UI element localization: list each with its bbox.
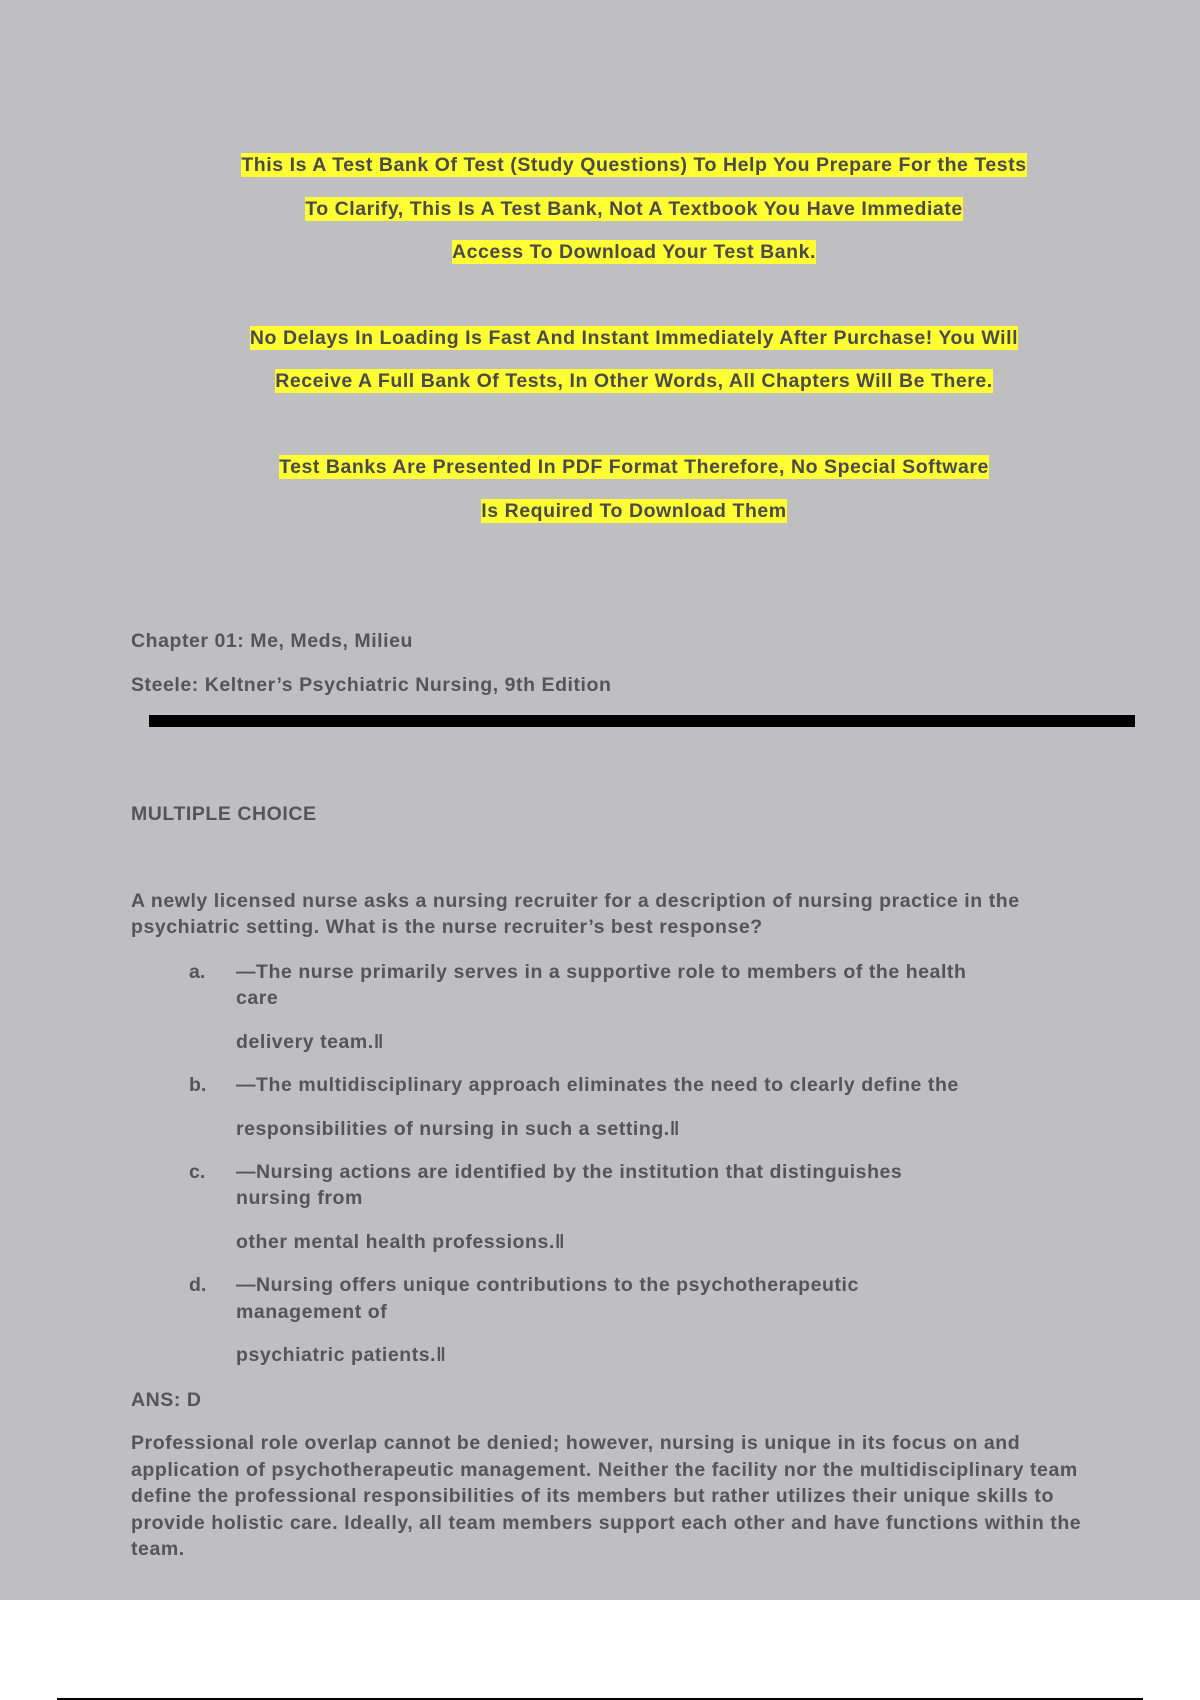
banner-line: To Clarify, This Is A Test Bank, Not A Textbook You Have Immediate xyxy=(305,198,963,220)
option-text: delivery team.‖ xyxy=(236,1031,385,1053)
option-text: ―Nursing actions are identified by the institution that distinguishes xyxy=(236,1161,903,1183)
option-letter: c. xyxy=(189,1161,206,1183)
option-letter: a. xyxy=(189,961,206,983)
question-stem-line: A newly licensed nurse asks a nursing recruiter for a description of nursing practice in the xyxy=(131,890,1020,912)
option-text: psychiatric patients.‖ xyxy=(236,1344,447,1366)
section-title: MULTIPLE CHOICE xyxy=(131,803,317,825)
option-letter: b. xyxy=(189,1074,207,1096)
option-text: other mental health professions.‖ xyxy=(236,1231,566,1253)
divider-rule xyxy=(149,715,1135,727)
answer-key: ANS: D xyxy=(131,1389,202,1411)
option-text: management of xyxy=(236,1301,388,1323)
option-text: nursing from xyxy=(236,1187,363,1209)
option-text: ―The nurse primarily serves in a supportive role to members of the health xyxy=(236,961,967,983)
option-text: ―Nursing offers unique contributions to the psychotherapeutic xyxy=(236,1274,859,1296)
option-text: care xyxy=(236,987,279,1009)
option-letter: d. xyxy=(189,1274,207,1296)
question-stem-line: psychiatric setting. What is the nurse recruiter’s best response? xyxy=(131,916,763,938)
book-title: Steele: Keltner’s Psychiatric Nursing, 9th Edition xyxy=(131,674,612,696)
banner-line: Access To Download Your Test Bank. xyxy=(452,241,816,263)
banner-line: No Delays In Loading Is Fast And Instant Immediately After Purchase! You Will xyxy=(249,327,1019,349)
option-text: responsibilities of nursing in such a setting.‖ xyxy=(236,1118,681,1140)
banner-line: Test Banks Are Presented In PDF Format Therefore, No Special Software xyxy=(279,456,989,478)
option-text: ―The multidisciplinary approach eliminates the need to clearly define the xyxy=(236,1074,959,1096)
banner-line: Receive A Full Bank Of Tests, In Other Words, All Chapters Will Be There. xyxy=(275,370,993,392)
banner-line: Is Required To Download Them xyxy=(481,500,787,522)
chapter-title: Chapter 01: Me, Meds, Milieu xyxy=(131,630,413,652)
answer-rationale: Professional role overlap cannot be denied; however, nursing is unique in its focus on and application of psychotherapeutic management. Neither the facility nor the multidisciplinary team define the professional responsibilities of its members but rather utilizes their unique skills to provide holistic care. Ideally, all team members support each other and have functions within the team. xyxy=(131,1432,1082,1560)
banner-line: This Is A Test Bank Of Test (Study Questions) To Help You Prepare For the Tests xyxy=(241,154,1027,176)
